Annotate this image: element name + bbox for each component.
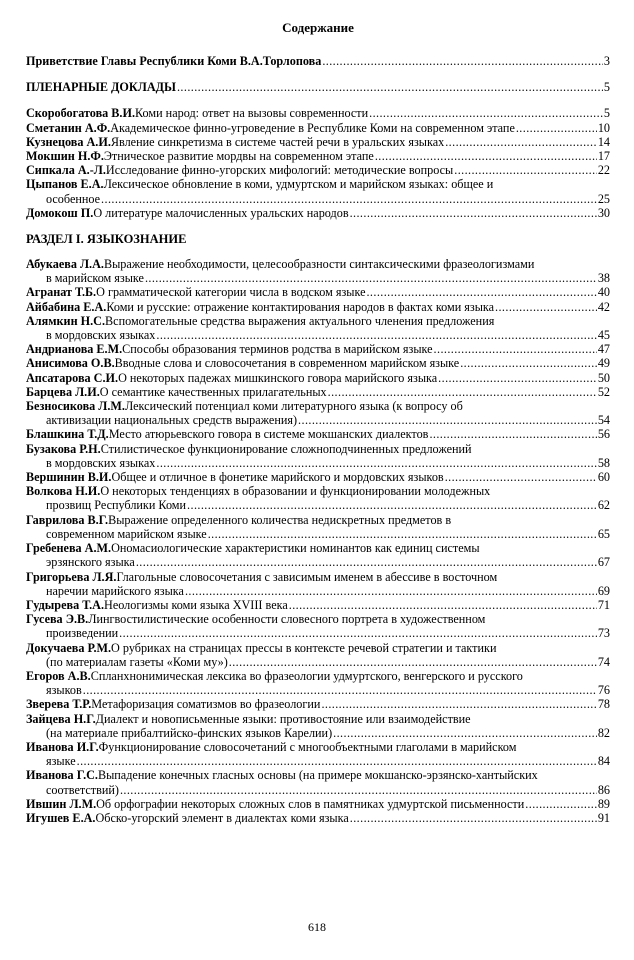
author-name: Григорьева Л.Я.	[26, 569, 117, 584]
entry-title: Обско-угорский элемент в диалектах коми языка	[95, 810, 349, 825]
dot-leader	[366, 285, 596, 299]
dot-leader	[185, 584, 597, 598]
dot-leader	[136, 555, 597, 569]
entry-title: наречии марийского языка	[46, 583, 184, 598]
page-number: 30	[597, 205, 610, 220]
toc-entry	[26, 135, 610, 149]
dot-leader	[445, 470, 597, 484]
author-name: Докучаева Р.М.	[26, 640, 112, 655]
page-number: 71	[597, 597, 610, 612]
page-number: 86	[597, 782, 610, 797]
toc-entry	[26, 740, 610, 768]
toc-entry-line	[26, 385, 610, 399]
entry-title: О семантике качественных прилагательных	[99, 384, 327, 399]
toc-entry	[26, 399, 610, 427]
toc-entry	[26, 811, 610, 825]
toc-entry	[26, 612, 610, 640]
page-number: 91	[597, 810, 610, 825]
toc-entry-plenary-heading	[26, 80, 610, 94]
author-name: Кузнецова А.И.	[26, 134, 111, 149]
dot-leader	[83, 683, 597, 697]
page-number: 17	[597, 149, 610, 164]
contents-page	[26, 20, 610, 825]
toc-entry-continuation	[26, 527, 610, 541]
page-number: 54	[597, 413, 610, 428]
toc-entry	[26, 163, 610, 177]
toc-entry-continuation	[26, 683, 610, 697]
entry-title: Об орфографии некоторых сложных слов в памятниках удмуртской письменности	[96, 796, 525, 811]
entry-title: Этническое развитие мордвы на современном этапе	[103, 149, 374, 164]
toc-entry	[26, 149, 610, 163]
page-number: 42	[597, 299, 610, 314]
page-number: 84	[597, 754, 610, 769]
entry-title: Лексическое обновление в коми, удмуртском и марийском языках: общее и	[103, 177, 494, 192]
greeting-text: Приветствие Главы Республики Коми В.А.Торлопова	[26, 54, 322, 68]
toc-entry-line	[26, 356, 610, 370]
toc-entry-line	[26, 285, 610, 299]
author-name: Бузакова Р.Н.	[26, 441, 101, 456]
toc-entry	[26, 121, 610, 135]
author-name: Зверева Т.Р.	[26, 697, 92, 712]
page-number: 40	[597, 285, 610, 300]
author-name: Домокош П.	[26, 205, 94, 220]
entry-title: О литературе малочисленных уральских народов	[93, 205, 349, 220]
dot-leader	[177, 80, 603, 94]
page-number: 56	[597, 427, 610, 442]
entry-title: (на материале прибалтийско-финских языков Карелии)	[46, 725, 333, 740]
author-name: Апсатарова С.И.	[26, 370, 119, 385]
dot-leader	[77, 754, 597, 768]
page-number: 82	[597, 725, 610, 740]
page-number: 62	[597, 498, 610, 513]
entry-title: современном марийском языке	[46, 526, 207, 541]
page-number: 52	[597, 384, 610, 399]
entry-title: Вводные слова и словосочетания в современном марийском языке	[114, 356, 460, 371]
toc-entry	[26, 513, 610, 541]
toc-entry-line	[26, 149, 610, 163]
toc-entry-line	[26, 177, 610, 191]
toc-entry-continuation	[26, 498, 610, 512]
page-number: 22	[597, 163, 610, 178]
toc-entry-line	[26, 598, 610, 612]
toc-entry	[26, 177, 610, 205]
page-number: 5	[603, 80, 610, 95]
dot-leader	[350, 811, 597, 825]
dot-leader	[120, 783, 597, 797]
page-number: 58	[597, 455, 610, 470]
dot-leader	[495, 300, 597, 314]
dot-leader	[369, 106, 603, 120]
dot-leader	[438, 371, 597, 385]
toc-entry	[26, 641, 610, 669]
toc-entry-line	[26, 427, 610, 441]
author-name: Егоров А.В.	[26, 668, 91, 683]
author-name: Абукаева Л.А.	[26, 257, 104, 272]
toc-entry-line	[26, 669, 610, 683]
page-number: 49	[597, 356, 610, 371]
entry-title: особенное	[46, 191, 101, 206]
toc-entry-line	[26, 371, 610, 385]
dot-leader	[229, 655, 597, 669]
entry-title: в марийском языке	[46, 271, 144, 286]
toc-entry-line	[26, 570, 610, 584]
page-number: 50	[597, 370, 610, 385]
entry-title: Место атюрьевского говора в системе мокшанских диалектов	[108, 427, 429, 442]
toc-entry-line	[26, 484, 610, 498]
page-number: 14	[597, 134, 610, 149]
toc-entry-line	[26, 314, 610, 328]
toc-entry-line	[26, 257, 610, 271]
toc-entry-line	[26, 612, 610, 626]
author-name: Гусева Э.В.	[26, 612, 89, 627]
page-folio: 618	[308, 920, 326, 934]
entry-title: Академическое финно-угроведение в Республике Коми на современном этапе	[110, 120, 515, 135]
toc-entry-line	[26, 206, 610, 220]
plenary-heading: ПЛЕНАРНЫЕ ДОКЛАДЫ	[26, 80, 176, 95]
author-name: Ившин Л.М.	[26, 796, 97, 811]
toc-entry	[26, 206, 610, 220]
page-number: 60	[597, 470, 610, 485]
entry-title: Выражение необходимости, целесообразности синтаксическими фразеологизмами	[103, 257, 535, 272]
toc-entry	[26, 371, 610, 385]
toc-entry	[26, 442, 610, 470]
toc-entry-continuation	[26, 783, 610, 797]
dot-leader	[187, 498, 597, 512]
toc-entry	[26, 484, 610, 512]
page-number: 69	[597, 583, 610, 598]
dot-leader	[101, 192, 597, 206]
author-name: Мокшин Н.Ф.	[26, 149, 104, 164]
dot-leader	[429, 427, 596, 441]
entry-title: Общее и отличное в фонетике марийского и мордовских языков	[111, 470, 444, 485]
toc-entry-line	[26, 513, 610, 527]
author-name: Гребенева А.М.	[26, 541, 112, 556]
author-name: Анисимова О.В.	[26, 356, 115, 371]
entry-title: в мордовских языках	[46, 455, 156, 470]
dot-leader	[375, 149, 597, 163]
entry-title: Лингвостилистические особенности словесного портрета в художественном	[88, 612, 486, 627]
page-number: 5	[603, 106, 610, 121]
author-name: Вершинин В.И.	[26, 470, 112, 485]
dot-leader	[289, 598, 597, 612]
toc-entry	[26, 385, 610, 399]
toc-entry	[26, 257, 610, 285]
entry-title: Выпадение конечных гласных основы (на примере мокшанско-эрзянско-хантыйских	[97, 768, 538, 783]
dot-leader	[460, 356, 597, 370]
entry-title: языке	[46, 754, 76, 769]
toc-entry	[26, 541, 610, 569]
toc-entry	[26, 697, 610, 711]
toc-entry	[26, 356, 610, 370]
author-name: Андрианова Е.М.	[26, 342, 123, 357]
author-name: Блашкина Т.Д.	[26, 427, 109, 442]
toc-entry	[26, 598, 610, 612]
toc-entry	[26, 570, 610, 598]
dot-leader	[145, 271, 597, 285]
entry-title: в мордовских языках	[46, 328, 156, 343]
entry-title: прозвищ Республики Коми	[46, 498, 187, 513]
entry-title: Глагольные словосочетания с зависимым именем в абессиве в восточном	[116, 569, 498, 584]
entry-title: Ономасиологические характеристики номинантов как единиц системы	[111, 541, 480, 556]
author-name: Иванова Г.С.	[26, 768, 98, 783]
dot-leader	[119, 626, 597, 640]
toc-entry-line	[26, 712, 610, 726]
toc-entry-continuation	[26, 328, 610, 342]
toc-entry-continuation	[26, 271, 610, 285]
entry-title: Неологизмы коми языка XVIII века	[104, 597, 288, 612]
entry-title: О некоторых тенденциях в образовании и функционировании молодежных	[100, 484, 491, 499]
entry-title: О некоторых падежах мишкинского говора марийского языка	[118, 370, 438, 385]
entry-title: Диалект и новописьменные языки: противостояние или взаимодействие	[95, 711, 471, 726]
page-number: 3	[603, 54, 610, 68]
dot-leader	[328, 385, 597, 399]
dot-leader	[516, 121, 597, 135]
toc-entry-line	[26, 342, 610, 356]
toc-entry-line	[26, 541, 610, 555]
author-name: Зайцева Н.Г.	[26, 711, 96, 726]
entry-title: Явление синкретизма в системе частей речи в уральских языках	[110, 134, 445, 149]
page-number: 89	[597, 796, 610, 811]
entry-title: Вспомогательные средства выражения актуального членения предложения	[105, 313, 495, 328]
author-name: Иванова И.Г.	[26, 739, 99, 754]
toc-entry-continuation	[26, 413, 610, 427]
toc-entry-line	[26, 135, 610, 149]
page-number: 78	[597, 697, 610, 712]
toc-entry	[26, 300, 610, 314]
dot-leader	[156, 328, 596, 342]
page-number: 74	[597, 654, 610, 669]
toc-entry	[26, 797, 610, 811]
toc-entry-line	[26, 399, 610, 413]
toc-entry-line	[26, 163, 610, 177]
toc-entry-continuation	[26, 192, 610, 206]
dot-leader	[208, 527, 597, 541]
entry-title: (по материалам газеты «Коми му»)	[46, 654, 228, 669]
dot-leader	[445, 135, 597, 149]
toc-entry-continuation	[26, 555, 610, 569]
entry-title: соответствий)	[46, 782, 119, 797]
page-number: 73	[597, 626, 610, 641]
toc-entry-greeting	[26, 54, 610, 68]
author-name: Игушев Е.А.	[26, 810, 96, 825]
author-name: Сметанин А.Ф.	[26, 120, 111, 135]
toc-entry-continuation	[26, 754, 610, 768]
toc-entry-line	[26, 768, 610, 782]
toc-entry	[26, 342, 610, 356]
dot-leader	[321, 697, 596, 711]
toc-entry-line	[26, 740, 610, 754]
toc-entry	[26, 768, 610, 796]
page-number: 65	[597, 526, 610, 541]
author-name: Безносикова Л.М.	[26, 399, 125, 414]
toc-entry-line	[26, 470, 610, 484]
author-name: Сипкала А.-Л.	[26, 163, 106, 178]
toc-entry-continuation	[26, 626, 610, 640]
author-name: Гудырева Т.А.	[26, 597, 105, 612]
toc-entry	[26, 669, 610, 697]
entry-title: Выражение определенного количества недискретных предметов в	[108, 512, 452, 527]
author-name: Алямкин Н.С.	[26, 313, 106, 328]
author-name: Цыпанов Е.А.	[26, 177, 104, 192]
author-name: Гаврилова В.Г.	[26, 512, 109, 527]
toc-entry-line	[26, 697, 610, 711]
section1-list	[26, 257, 610, 825]
toc-entry-continuation	[26, 456, 610, 470]
toc-entry	[26, 712, 610, 740]
dot-leader	[156, 456, 596, 470]
toc-entry	[26, 427, 610, 441]
toc-entry-line	[26, 442, 610, 456]
plenary-list	[26, 106, 610, 220]
dot-leader	[322, 54, 603, 68]
dot-leader	[454, 163, 597, 177]
dot-leader	[333, 726, 597, 740]
page-number: 38	[597, 271, 610, 286]
page-number: 76	[597, 683, 610, 698]
page-number: 47	[597, 342, 610, 357]
dot-leader	[434, 342, 597, 356]
toc-entry	[26, 314, 610, 342]
entry-title: О грамматической категории числа в водском языке	[96, 285, 366, 300]
entry-title: активизации национальных средств выражения)	[46, 413, 298, 428]
toc-entry-line	[26, 811, 610, 825]
toc-entry-line	[26, 300, 610, 314]
toc-entry-continuation	[26, 655, 610, 669]
section-heading: РАЗДЕЛ I. ЯЗЫКОЗНАНИЕ	[26, 232, 187, 247]
toc-entry-line	[26, 797, 610, 811]
entry-title: Коми народ: ответ на вызовы современности	[135, 106, 369, 121]
toc-entry-line	[26, 106, 610, 120]
toc-entry	[26, 470, 610, 484]
entry-title: языков	[46, 683, 82, 698]
dot-leader	[298, 413, 597, 427]
entry-title: О рубриках на страницах прессы в контексте речевой стратегии и тактики	[111, 640, 497, 655]
dot-leader	[350, 206, 597, 220]
author-name: Барцева Л.И.	[26, 384, 100, 399]
page-number: 25	[597, 191, 610, 206]
entry-title: эрзянского языка	[46, 555, 135, 570]
entry-title: произведении	[46, 626, 119, 641]
toc-entry	[26, 285, 610, 299]
author-name: Скоробогатова В.И.	[26, 106, 136, 121]
entry-title: Спланхнонимическая лексика во фразеологии удмуртского, венгерского и русского	[90, 668, 523, 683]
toc-entry-line	[26, 641, 610, 655]
author-name: Агранат Т.Б.	[26, 285, 97, 300]
entry-title: Способы образования терминов родства в марийском языке	[122, 342, 433, 357]
dot-leader	[525, 797, 597, 811]
entry-title: Коми и русские: отражение контактирования народов в фактах коми языка	[106, 299, 495, 314]
toc-entry-line	[26, 121, 610, 135]
page-number: 67	[597, 555, 610, 570]
author-name: Айбабина Е.А.	[26, 299, 107, 314]
page-number: 10	[597, 120, 610, 135]
page-number: 45	[597, 328, 610, 343]
toc-entry-continuation	[26, 726, 610, 740]
entry-title: Стилистическое функционирование сложноподчиненных предложений	[100, 441, 472, 456]
entry-title: Исследование финно-угорских мифологий: методические вопросы	[105, 163, 454, 178]
entry-title: Функционирование словосочетаний с многообъектными глаголами в марийском	[98, 739, 517, 754]
author-name: Волкова Н.И.	[26, 484, 101, 499]
entry-title: Лексический потенциал коми литературного языка (к вопросу об	[124, 399, 463, 414]
toc-entry-continuation	[26, 584, 610, 598]
page-title: Содержание	[282, 20, 354, 35]
toc-entry	[26, 106, 610, 120]
entry-title: Метафоризация соматизмов во фразеологии	[91, 697, 321, 712]
